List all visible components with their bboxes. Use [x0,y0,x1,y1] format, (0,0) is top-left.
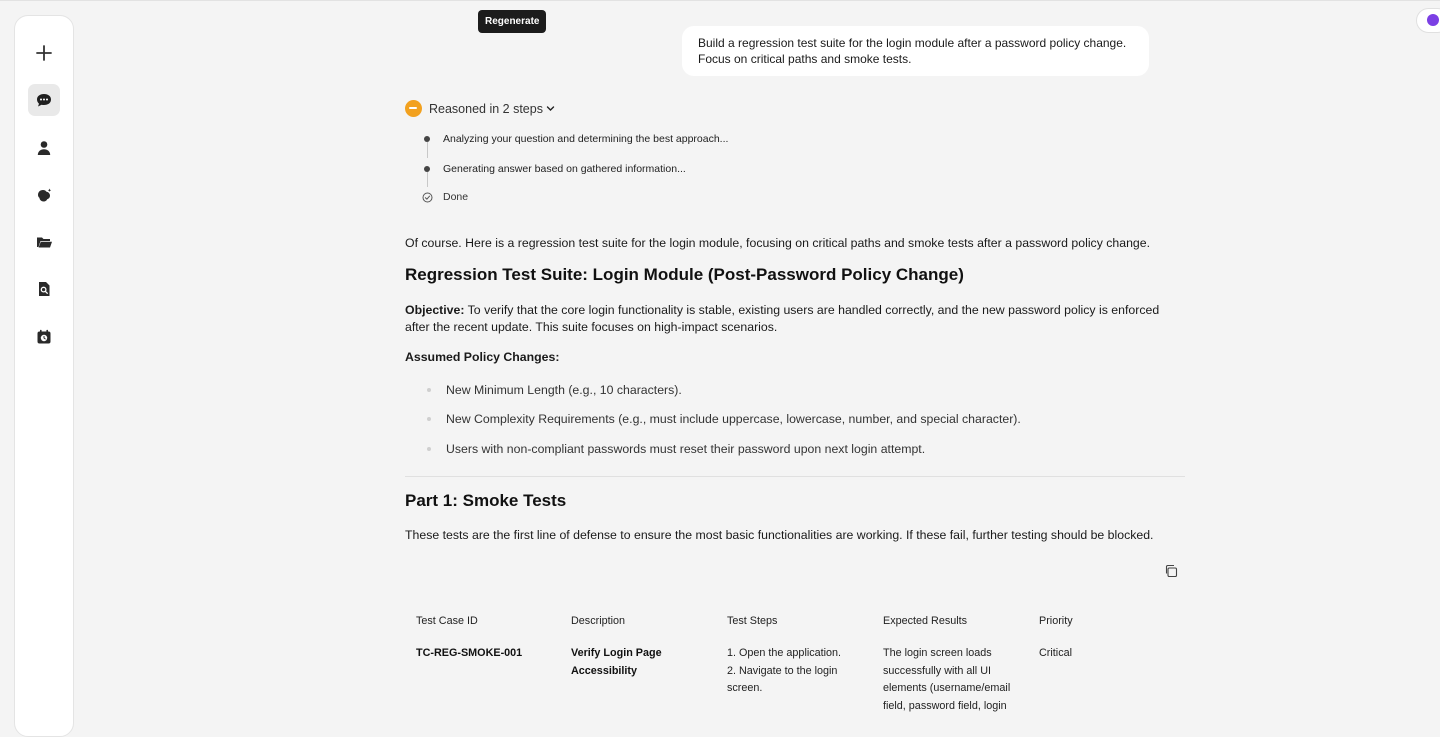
answer-intro: Of course. Here is a regression test suite for the login module, focusing on critical paths and smoke tests after a password policy change. [405,236,1151,250]
cell-line: screen. [727,682,763,694]
reasoning-step [420,160,686,178]
cell-line: Verify Login Page [571,647,662,659]
reasoning-step-text: Generating answer based on gathered information... [443,163,686,175]
calendar-clock-icon [35,328,53,346]
reasoning-step-text: Analyzing your question and determining the best approach... [443,133,729,145]
answer-title: Regression Test Suite: Login Module (Post-Password Policy Change) [405,265,964,284]
table-cell-expected [883,645,1010,715]
reasoning-step-done [420,188,468,206]
list-item [427,442,925,456]
table-cell-priority: Critical [1039,647,1072,659]
reasoning-logo-icon [405,100,422,117]
divider [405,476,1185,477]
table-cell-steps [727,645,841,698]
table-cell-description [571,645,662,680]
cell-line: 1. Open the application. [727,647,842,659]
table-header: Expected Results [883,615,968,627]
list-item-text: New Complexity Requirements (e.g., must include uppercase, lowercase, number, and special character). [446,412,1021,426]
regenerate-tooltip: Regenerate [478,10,546,33]
list-item [427,383,682,397]
table-header: Test Case ID [416,615,478,627]
table-cell-id: TC-REG-SMOKE-001 [416,647,523,659]
chevron-down-icon [546,100,555,118]
brain-icon [35,186,53,204]
reasoning-step-text: Done [443,191,469,203]
list-item-text: New Minimum Length (e.g., 10 characters). [446,383,682,397]
user-message-bubble: Build a regression test suite for the login module after a password policy change. Focus on critical paths and smoke tests. [682,26,1149,76]
cell-line: elements (username/email [883,682,1011,694]
sidebar-item-ai[interactable] [28,179,60,211]
table-header: Priority [1039,615,1073,627]
cell-line: successfully with all UI [883,664,992,677]
reasoning-label: Reasoned in 2 steps [429,101,543,116]
assumed-changes-label: Assumed Policy Changes: [405,350,560,364]
objective-label: Objective: [405,303,465,317]
objective-paragraph [405,302,1185,336]
new-chat-button[interactable] [28,37,60,69]
reasoning-toggle[interactable] [405,100,555,117]
table-header: Test Steps [727,615,778,627]
copy-table-button[interactable] [1163,563,1179,579]
cell-line: The login screen loads [883,647,992,659]
document-search-icon [35,280,53,298]
check-circle-icon [420,192,434,203]
section-description: These tests are the first line of defense to ensure the most basic functionalities are working. If these fail, further testing should be blocked. [405,528,1154,542]
sidebar-item-schedule[interactable] [28,321,60,353]
list-item [427,412,1021,426]
table-header: Description [571,615,626,627]
assistant-toggle-button[interactable] [1416,8,1440,33]
sidebar-item-chats[interactable] [28,84,60,116]
sidebar-item-profile[interactable] [28,132,60,164]
sidebar-item-files[interactable] [28,226,60,258]
plus-icon [35,44,53,62]
sidebar [14,15,74,737]
folder-icon [35,233,53,251]
chat-icon [35,91,53,109]
sidebar-item-search-docs[interactable] [28,273,60,305]
user-icon [35,139,53,157]
cell-line: 2. Navigate to the login [727,664,838,677]
cell-line: Accessibility [571,664,638,677]
section-title: Part 1: Smoke Tests [405,491,567,510]
objective-text: To verify that the core login functionality is stable, existing users are handled correctly, and the new password policy is enforced after the recent update. This suite focuses on high-impact scenarios. [405,303,1160,334]
cell-line: field, password field, login [883,699,1007,712]
copy-icon [1163,566,1179,583]
top-border [0,0,1440,1]
list-item-text: Users with non-compliant passwords must reset their password upon next login attempt. [446,442,926,456]
reasoning-step [420,130,728,148]
assistant-badge-icon [1427,14,1439,26]
